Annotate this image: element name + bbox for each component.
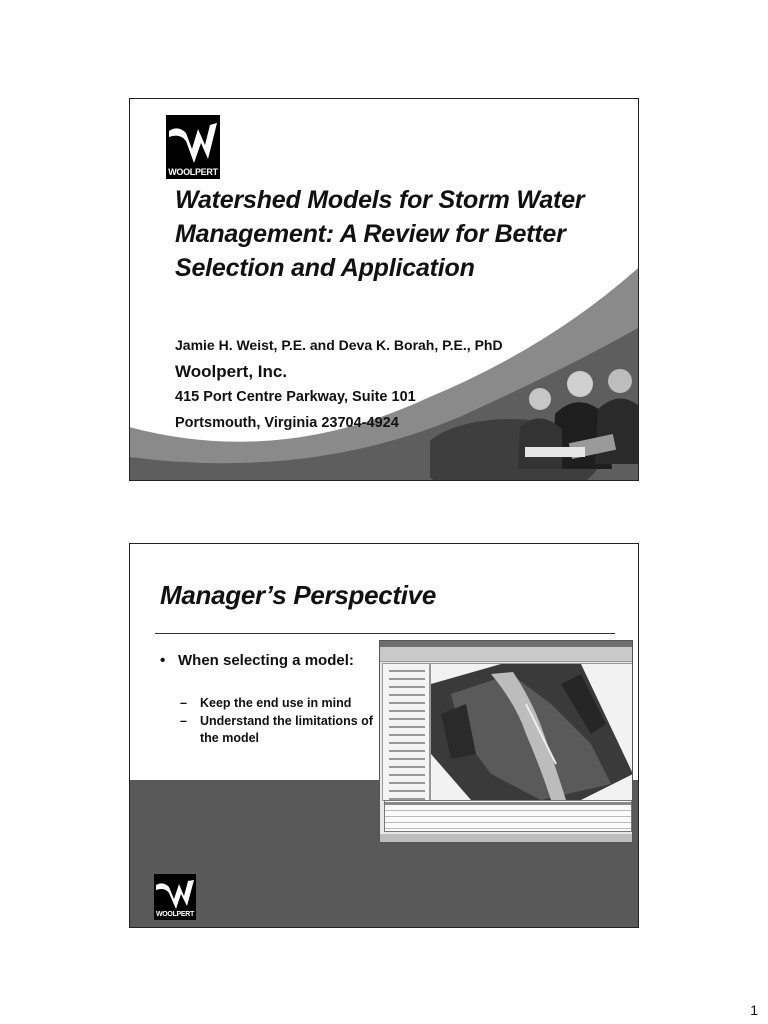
sub-bullet-text: Keep the end use in mind (200, 696, 352, 710)
bullet-text: When selecting a model: (178, 652, 354, 669)
sub-bullet-item (180, 695, 380, 712)
bullet-item (160, 650, 360, 671)
slide-title (129, 98, 639, 481)
attribute-table (384, 800, 632, 832)
meeting-photo (430, 289, 639, 481)
address-line-2: Portsmouth, Virginia 23704-4924 (175, 415, 399, 431)
toolbar (380, 654, 632, 662)
heading-rule (155, 633, 615, 634)
taskbar (380, 834, 632, 843)
logo-wordmark: WOOLPERT (166, 165, 220, 179)
terrain-map (430, 663, 633, 801)
sub-bullet-dash: – (180, 696, 187, 710)
sub-bullet-text: Understand the limitations of the model (200, 714, 373, 745)
woolpert-logo (166, 115, 220, 179)
slide-managers-perspective (129, 543, 639, 928)
authors: Jamie H. Weist, P.E. and Deva K. Borah, P.E., PhD (175, 337, 503, 353)
sub-bullet-item (180, 713, 380, 747)
logo-wordmark: WOOLPERT (154, 910, 196, 920)
organization: Woolpert, Inc. (175, 362, 288, 381)
slide-title-text: Watershed Models for Storm Water Management: A Review for Better Selection and Application (175, 186, 585, 282)
address-line-1: 415 Port Centre Parkway, Suite 101 (175, 389, 416, 405)
woolpert-logo (154, 874, 196, 920)
layer-tree-panel (382, 663, 430, 801)
sub-bullet-dash: – (180, 714, 187, 728)
gis-software-screenshot (379, 640, 633, 843)
page-number: 1 (750, 1002, 758, 1018)
bullet-dot: • (160, 652, 166, 669)
slide-heading: Manager’s Perspective (160, 580, 437, 610)
